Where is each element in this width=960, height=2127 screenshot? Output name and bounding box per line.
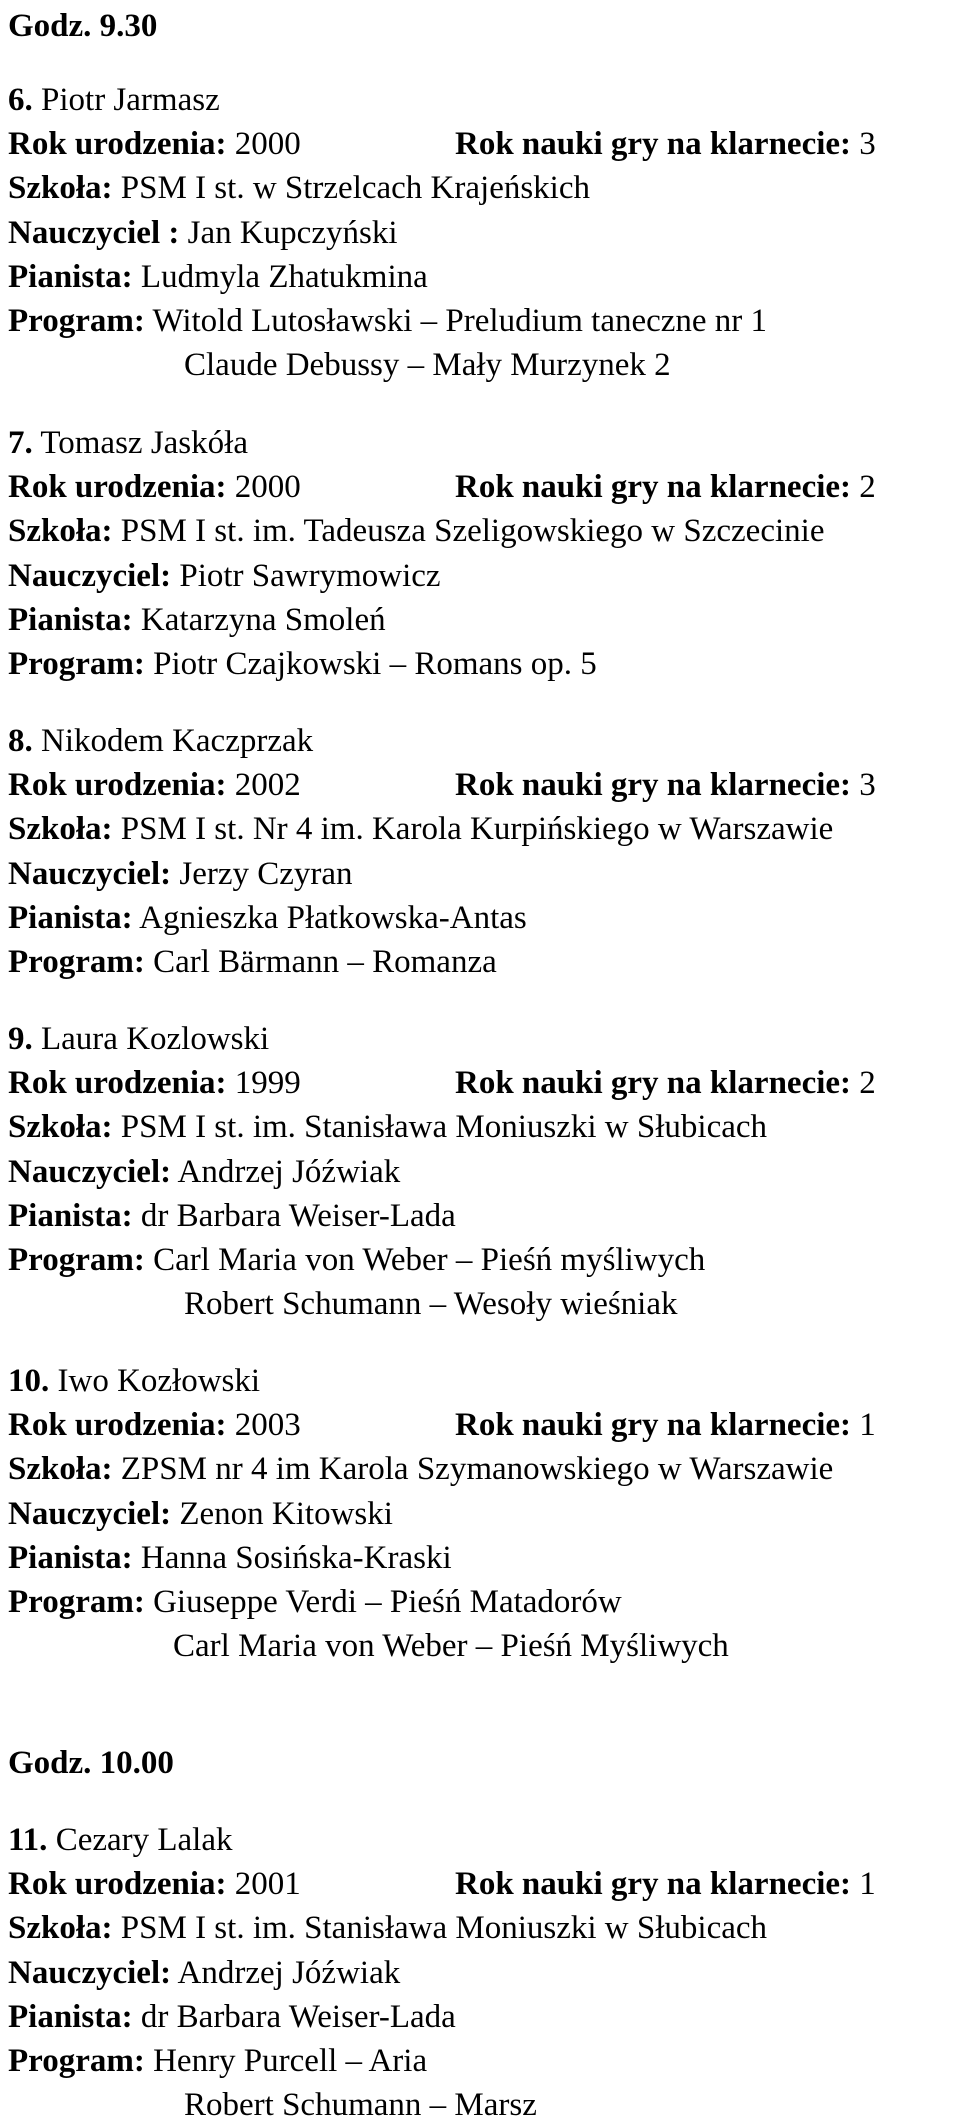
school-label: Szkoła: [8,811,113,848]
years-playing-value: 3 [859,767,876,804]
school-row [8,1906,953,1950]
school-row [8,509,953,553]
program-row [8,299,953,343]
teacher-row [8,852,953,896]
participant-entry [8,421,953,686]
participant-name: Iwo Kozłowski [57,1363,261,1399]
birth-year-label: Rok urodzenia: [8,1866,227,1903]
participant-name: Cezary Lalak [55,1822,233,1858]
school-row [8,807,953,851]
pianist-row [8,1995,953,2039]
program-item: Robert Schumann – Marsz [184,2087,537,2124]
program-continuation [8,343,953,387]
school-row [8,1105,953,1149]
program-item: Claude Debussy – Mały Murzynek 2 [184,347,671,384]
teacher-row [8,554,953,598]
years-playing-label: Rok nauki gry na klarnecie: [455,767,852,804]
program-row [8,1580,953,1624]
teacher-value: Zenon Kitowski [179,1495,393,1532]
program-item: Witold Lutosławski – Preludium taneczne nr 1 [152,302,768,339]
participant-number: 8. [8,723,33,759]
teacher-row [8,211,953,255]
participant-entry [8,719,953,984]
program-item: Giuseppe Verdi – Pieśń Matadorów [153,1583,622,1620]
pianist-row [8,255,953,299]
teacher-label: Nauczyciel: [8,1495,172,1532]
participant-heading [8,78,953,122]
program-item: Henry Purcell – Aria [153,2042,428,2079]
years-row [8,122,953,166]
birth-year-label: Rok urodzenia: [8,1407,227,1444]
program-label: Program: [8,1241,145,1278]
years-row [8,1061,953,1105]
participant-heading [8,1818,953,1862]
teacher-row [8,1951,953,1995]
school-label: Szkoła: [8,170,113,207]
program-label: Program: [8,1583,145,1620]
teacher-label: Nauczyciel: [8,855,172,892]
participant-name: Nikodem Kaczprzak [41,723,314,759]
program-item: Carl Maria von Weber – Pieśń Myśliwych [173,1628,729,1665]
teacher-label: Nauczyciel: [8,1153,172,1190]
pianist-label: Pianista: [8,1998,133,2035]
pianist-label: Pianista: [8,899,133,936]
pianist-row [8,896,953,940]
participant-entry [8,78,953,387]
session-time: Godz. 9.30 [8,8,158,44]
pianist-value: Hanna Sosińska-Kraski [140,1539,452,1576]
pianist-label: Pianista: [8,601,133,638]
years-playing-value: 1 [859,1866,876,1903]
school-label: Szkoła: [8,1910,113,1947]
years-playing-label: Rok nauki gry na klarnecie: [455,1866,852,1903]
pianist-label: Pianista: [8,258,133,295]
participant-name: Laura Kozlowski [41,1021,270,1057]
program-label: Program: [8,943,145,980]
program-label: Program: [8,302,145,339]
school-value: ZPSM nr 4 im Karola Szymanowskiego w Warszawie [120,1451,834,1488]
birth-year-value: 2000 [234,469,301,506]
years-playing-label: Rok nauki gry na klarnecie: [455,1065,852,1102]
years-playing-value: 1 [859,1407,876,1444]
school-row [8,166,953,210]
program-item: Carl Maria von Weber – Pieśń myśliwych [153,1241,706,1278]
years-playing-value: 3 [859,126,876,163]
pianist-row [8,1194,953,1238]
participant-number: 11. [8,1822,48,1858]
school-value: PSM I st. Nr 4 im. Karola Kurpińskiego w Warszawie [120,811,834,848]
birth-year-value: 2000 [234,126,301,163]
teacher-row [8,1150,953,1194]
teacher-value: Piotr Sawrymowicz [179,557,441,594]
program-continuation [8,1624,953,1668]
session-time: Godz. 10.00 [8,1745,174,1781]
program-item: Robert Schumann – Wesoły wieśniak [184,1286,678,1323]
participant-number: 10. [8,1363,50,1399]
program-item: Carl Bärmann – Romanza [153,943,497,980]
pianist-label: Pianista: [8,1539,133,1576]
program-row [8,642,953,686]
years-row [8,465,953,509]
program-label: Program: [8,645,145,682]
participant-heading [8,1359,953,1403]
program-row [8,940,953,984]
participant-entry [8,1017,953,1326]
pianist-value: dr Barbara Weiser-Lada [140,1998,456,2035]
school-label: Szkoła: [8,1109,113,1146]
school-value: PSM I st. w Strzelcach Krajeńskich [120,170,591,207]
birth-year-value: 2002 [234,767,301,804]
teacher-value: Andrzej Jóźwiak [177,1954,401,1991]
pianist-row [8,598,953,642]
participant-entry [8,1359,953,1668]
birth-year-label: Rok urodzenia: [8,767,227,804]
program-continuation [8,1282,953,1326]
participant-name: Piotr Jarmasz [41,82,220,118]
participant-name: Tomasz Jaskóła [40,425,248,461]
school-row [8,1447,953,1491]
school-value: PSM I st. im. Stanisława Moniuszki w Słubicach [120,1109,768,1146]
years-playing-label: Rok nauki gry na klarnecie: [455,469,852,506]
school-label: Szkoła: [8,513,113,550]
participant-heading [8,1017,953,1061]
years-playing-label: Rok nauki gry na klarnecie: [455,126,852,163]
pianist-value: Ludmyla Zhatukmina [140,258,428,295]
school-value: PSM I st. im. Tadeusza Szeligowskiego w Szczecinie [120,513,825,550]
pianist-row [8,1536,953,1580]
teacher-label: Nauczyciel: [8,1954,172,1991]
participant-number: 6. [8,82,33,118]
participant-heading [8,421,953,465]
years-row [8,1403,953,1447]
birth-year-label: Rok urodzenia: [8,1065,227,1102]
participant-number: 9. [8,1021,33,1057]
birth-year-value: 2003 [234,1407,301,1444]
birth-year-label: Rok urodzenia: [8,469,227,506]
birth-year-value: 2001 [234,1866,301,1903]
birth-year-label: Rok urodzenia: [8,126,227,163]
years-row [8,763,953,807]
teacher-value: Andrzej Jóźwiak [177,1153,401,1190]
pianist-value: dr Barbara Weiser-Lada [140,1197,456,1234]
program-continuation [8,2083,953,2127]
pianist-value: Katarzyna Smoleń [140,601,386,638]
years-row [8,1862,953,1906]
participant-heading [8,719,953,763]
years-playing-label: Rok nauki gry na klarnecie: [455,1407,852,1444]
teacher-label: Nauczyciel: [8,557,172,594]
program-item: Piotr Czajkowski – Romans op. 5 [153,645,597,682]
school-label: Szkoła: [8,1451,113,1488]
pianist-label: Pianista: [8,1197,133,1234]
years-playing-value: 2 [859,469,876,506]
pianist-value: Agnieszka Płatkowska-Antas [139,899,527,936]
teacher-value: Jan Kupczyński [187,214,398,251]
teacher-value: Jerzy Czyran [179,855,353,892]
program-row [8,1238,953,1282]
teacher-row [8,1492,953,1536]
school-value: PSM I st. im. Stanisława Moniuszki w Słubicach [120,1910,768,1947]
birth-year-value: 1999 [234,1065,301,1102]
participant-number: 7. [8,425,33,461]
program-label: Program: [8,2042,145,2079]
years-playing-value: 2 [859,1065,876,1102]
teacher-label: Nauczyciel : [8,214,180,251]
participant-entry [8,1818,953,2127]
program-row [8,2039,953,2083]
